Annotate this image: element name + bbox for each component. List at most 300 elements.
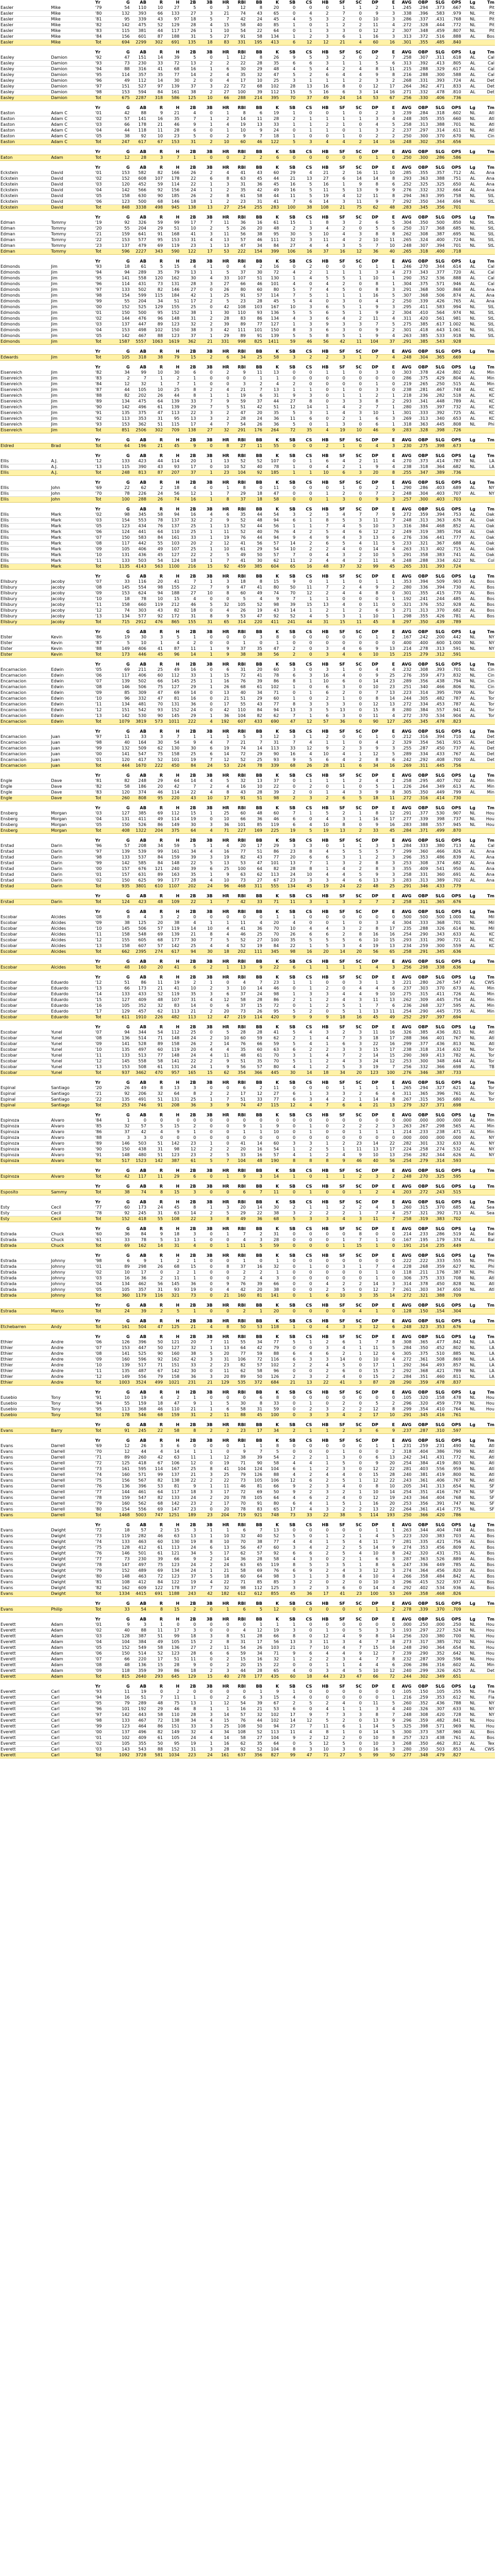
- stat-cell: 52: [230, 943, 247, 949]
- stat-cell: 11: [147, 128, 163, 134]
- stat-cell: .852: [445, 524, 462, 529]
- stat-cell: 22: [279, 943, 296, 949]
- total-cell: 28: [130, 155, 147, 161]
- stat-cell: .272: [395, 512, 412, 518]
- stat-cell: 33: [180, 535, 197, 541]
- stat-cell: 4: [346, 541, 362, 547]
- stat-cell: 42: [246, 405, 263, 410]
- stat-cell: 4: [329, 237, 346, 243]
- stat-cell: .941: [445, 708, 462, 713]
- stat-cell: 506: [130, 926, 147, 932]
- total-cell: .248: [395, 355, 412, 361]
- stat-cell: 17: [230, 78, 247, 84]
- stat-cell: 525: [130, 305, 147, 310]
- column-header: Lg: [469, 105, 476, 110]
- column-header: R: [159, 959, 163, 964]
- total-cell: .345: [412, 205, 429, 211]
- total-cell: 56: [313, 339, 329, 345]
- total-cell: 62: [362, 205, 379, 211]
- player-first-name: Jim: [50, 382, 94, 387]
- stat-cell: '92: [95, 416, 114, 422]
- stat-cell: 77: [147, 1053, 163, 1059]
- stat-cell: 3: [230, 382, 247, 387]
- column-header-row: [0, 894, 495, 899]
- total-cell: 33: [246, 899, 263, 905]
- stat-cell: 553: [130, 518, 147, 524]
- player-first-name: Damion: [50, 61, 94, 67]
- stat-cell: .238: [395, 464, 412, 470]
- stat-cell: 162: [163, 276, 180, 281]
- stat-cell: 10: [147, 5, 163, 11]
- player-first-name: David: [50, 176, 94, 182]
- column-header: CS: [305, 165, 312, 170]
- stat-cell: 7: [196, 757, 213, 763]
- total-cell: 1: [346, 965, 362, 971]
- stat-cell: 102: [263, 84, 280, 90]
- total-cell: [461, 155, 476, 161]
- stat-cell: 14: [147, 78, 163, 84]
- stat-cell: 44: [263, 399, 280, 405]
- total-cell: .248: [395, 139, 412, 145]
- stat-cell: 52: [230, 518, 247, 524]
- stat-cell: 2: [196, 299, 213, 305]
- stat-cell: .408: [428, 757, 445, 763]
- stat-cell: AL: [461, 992, 476, 997]
- stat-cell: 0: [362, 1118, 379, 1124]
- stat-cell: 20: [180, 1047, 197, 1053]
- column-header: G: [126, 259, 130, 264]
- table-row: [0, 920, 495, 926]
- player-first-name: Edwin: [50, 679, 94, 684]
- player-last-name: Ellis: [0, 497, 50, 503]
- stat-cell: 51: [114, 980, 130, 986]
- column-header: HB: [322, 1113, 329, 1117]
- stat-cell: 38: [114, 920, 130, 926]
- stat-cell: Ana: [476, 182, 495, 188]
- player-first-name: Damion: [50, 95, 94, 101]
- table-row: [0, 602, 495, 608]
- stat-cell: .426: [428, 614, 445, 619]
- stat-cell: 0: [213, 640, 230, 646]
- total-cell: [461, 619, 476, 625]
- stat-cell: 4: [379, 316, 395, 322]
- stat-cell: 10: [213, 464, 230, 470]
- stat-cell: 142: [114, 405, 130, 410]
- total-cell: .840: [445, 40, 462, 46]
- table-row: [0, 276, 495, 281]
- stat-cell: 0: [346, 635, 362, 640]
- career-total-row: [0, 205, 495, 211]
- stat-cell: 11: [213, 232, 230, 237]
- stat-cell: 5: [346, 872, 362, 878]
- stat-cell: 3: [279, 1053, 296, 1059]
- column-header: HB: [322, 729, 329, 734]
- stat-cell: 1: [196, 28, 213, 34]
- stat-cell: 1: [362, 1085, 379, 1091]
- column-header: K: [275, 894, 279, 898]
- column-header: H: [175, 50, 180, 55]
- career-total-row: [0, 339, 495, 345]
- stat-cell: .293: [395, 176, 412, 182]
- stat-cell: 8: [246, 579, 263, 585]
- column-header: RBI: [237, 1113, 246, 1117]
- column-header: OPS: [451, 349, 461, 354]
- stat-cell: 1: [279, 992, 296, 997]
- stat-cell: Tor: [476, 713, 495, 719]
- stat-cell: 2: [346, 23, 362, 28]
- stat-cell: 4: [213, 387, 230, 393]
- total-cell: 2: [346, 139, 362, 145]
- stat-cell: .000: [428, 1135, 445, 1141]
- stat-cell: 5: [180, 134, 197, 139]
- stat-cell: 11: [279, 193, 296, 199]
- stat-cell: 3: [329, 328, 346, 333]
- stat-cell: 1: [346, 855, 362, 861]
- player-first-name: Jacoby: [50, 591, 94, 596]
- stat-cell: KC: [476, 410, 495, 416]
- stat-cell: 29: [213, 333, 230, 339]
- stat-cell: 133: [114, 855, 130, 861]
- stat-cell: 21: [163, 111, 180, 116]
- stat-cell: 12: [379, 1059, 395, 1064]
- stat-cell: .354: [412, 740, 429, 746]
- table-row: [0, 287, 495, 293]
- stat-cell: NL: [461, 116, 476, 122]
- stat-cell: .308: [412, 667, 429, 673]
- player-first-name: Yunel: [50, 1030, 94, 1036]
- stat-cell: .298: [395, 614, 412, 619]
- stat-cell: 6: [313, 72, 329, 78]
- stat-cell: 58: [147, 512, 163, 518]
- stat-cell: 36: [263, 422, 280, 428]
- stat-cell: NL: [461, 232, 476, 237]
- column-header: HB: [322, 1080, 329, 1085]
- stat-cell: '00: [95, 866, 114, 872]
- column-header: HR: [222, 806, 229, 810]
- stat-cell: 1: [196, 188, 213, 193]
- table-row: [0, 667, 495, 673]
- stat-cell: 5: [279, 1030, 296, 1036]
- stat-cell: .245: [395, 5, 412, 11]
- stat-cell: 0: [313, 485, 329, 491]
- stat-cell: AL: [461, 608, 476, 614]
- column-header: Yr: [95, 662, 101, 667]
- stat-cell: 59: [230, 399, 247, 405]
- total-cell: 709: [163, 428, 180, 433]
- stat-cell: 5: [180, 55, 197, 61]
- player-last-name: Easley: [0, 67, 50, 72]
- table-row: [0, 128, 495, 134]
- stat-cell: 1: [180, 382, 197, 387]
- stat-cell: 2: [296, 1009, 313, 1015]
- column-header: Lg: [469, 480, 476, 485]
- stat-cell: 2: [379, 128, 395, 134]
- stat-cell: 4: [196, 849, 213, 855]
- spacer-cell: [0, 801, 495, 806]
- stat-cell: 16: [180, 512, 197, 518]
- stat-cell: .331: [412, 938, 429, 943]
- player-last-name: Eckstein: [0, 199, 50, 205]
- stat-cell: 4: [296, 535, 313, 541]
- stat-cell: .348: [412, 28, 429, 34]
- column-header: AVG: [402, 50, 412, 55]
- column-header: SC: [355, 1025, 362, 1029]
- column-header-row: [0, 149, 495, 155]
- stat-cell: 1: [329, 485, 346, 491]
- column-header: K: [275, 838, 279, 843]
- stat-cell: 94: [163, 512, 180, 518]
- column-header: 2B: [190, 662, 196, 667]
- column-header: DP: [371, 1025, 379, 1029]
- stat-cell: .300: [428, 943, 445, 949]
- column-header: OBP: [418, 838, 428, 843]
- total-cell: 6: [263, 155, 280, 161]
- column-header: AVG: [402, 453, 412, 458]
- player-first-name: David: [50, 205, 94, 211]
- stat-cell: 24: [180, 708, 197, 713]
- table-row: [0, 552, 495, 558]
- stat-cell: 19: [263, 111, 280, 116]
- stat-cell: '07: [95, 679, 114, 684]
- stat-cell: 89: [230, 333, 247, 339]
- stat-cell: 32: [230, 778, 247, 784]
- stat-cell: 6: [279, 817, 296, 822]
- player-last-name: Ensberg: [0, 828, 50, 834]
- stat-cell: 0: [279, 370, 296, 376]
- stat-cell: 22: [263, 784, 280, 790]
- stat-cell: 2: [329, 585, 346, 591]
- stat-cell: AL: [461, 382, 476, 387]
- stat-cell: 2: [362, 485, 379, 491]
- stat-cell: 2: [196, 316, 213, 322]
- column-header: OBP: [418, 662, 428, 667]
- stat-cell: 7: [379, 849, 395, 855]
- stat-cell: AL: [461, 1003, 476, 1009]
- total-cell: [476, 95, 495, 101]
- player-last-name: Espinal: [0, 1103, 50, 1108]
- spacer-cell: [0, 161, 495, 166]
- stat-cell: Cin: [476, 684, 495, 690]
- column-header: CS: [305, 215, 312, 220]
- stat-cell: .387: [428, 232, 445, 237]
- stat-cell: 2: [196, 552, 213, 558]
- column-header: E: [392, 0, 395, 5]
- column-header: OPS: [451, 480, 461, 485]
- stat-cell: .284: [395, 843, 412, 849]
- stat-cell: 5: [279, 410, 296, 416]
- total-cell: 16: [296, 249, 313, 255]
- stat-cell: 48: [263, 226, 280, 232]
- stat-cell: 0: [130, 1118, 147, 1124]
- stat-cell: 10: [362, 524, 379, 529]
- column-header: BB: [256, 662, 262, 667]
- stat-cell: .377: [428, 270, 445, 276]
- stat-cell: 19: [213, 855, 230, 861]
- stat-cell: 7: [246, 134, 263, 139]
- stat-cell: 2: [313, 547, 329, 552]
- stat-cell: 0: [313, 980, 329, 986]
- stat-cell: 15: [163, 596, 180, 602]
- stat-cell: .804: [445, 376, 462, 382]
- stat-cell: .264: [395, 84, 412, 90]
- stat-cell: .704: [445, 529, 462, 535]
- column-header: R: [159, 0, 163, 5]
- total-cell: 8: [379, 619, 395, 625]
- stat-cell: 45: [263, 299, 280, 305]
- column-header: G: [126, 975, 130, 980]
- stat-cell: .378: [412, 370, 429, 376]
- total-cell: 7: [213, 899, 230, 905]
- stat-cell: 0: [196, 608, 213, 614]
- stat-cell: 436: [130, 552, 147, 558]
- stat-cell: 86: [246, 316, 263, 322]
- table-row: [0, 1047, 495, 1053]
- stat-cell: 1: [346, 333, 362, 339]
- stat-cell: 3: [379, 861, 395, 866]
- total-cell: 2: [279, 652, 296, 658]
- stat-cell: 14: [147, 55, 163, 61]
- stat-cell: 4: [296, 926, 313, 932]
- stat-cell: Tor: [476, 1091, 495, 1097]
- stat-cell: 26: [213, 684, 230, 690]
- column-header: 2B: [190, 773, 196, 778]
- header-spacer: [0, 105, 50, 111]
- stat-cell: 54: [230, 28, 247, 34]
- player-last-name: Eaton: [0, 155, 50, 161]
- total-cell: Tot: [95, 828, 114, 834]
- stat-cell: StL: [476, 316, 495, 322]
- stat-cell: 5: [362, 61, 379, 67]
- column-header: K: [275, 438, 279, 442]
- stat-cell: 43: [246, 170, 263, 176]
- stat-cell: 20: [180, 541, 197, 547]
- table-row: [0, 405, 495, 410]
- stat-cell: 25: [180, 752, 197, 757]
- stat-cell: AL: [461, 34, 476, 40]
- total-cell: .297: [412, 1015, 429, 1020]
- column-header: OBP: [418, 365, 428, 369]
- stat-cell: 92: [147, 614, 163, 619]
- stat-cell: 4: [296, 752, 313, 757]
- spacer-cell: [0, 658, 495, 662]
- stat-cell: 3: [313, 646, 329, 652]
- stat-cell: 157: [114, 866, 130, 872]
- player-first-name: Tommy: [50, 243, 94, 249]
- stat-cell: 70: [263, 926, 280, 932]
- stat-cell: 0: [346, 1135, 362, 1141]
- stat-cell: 137: [163, 518, 180, 524]
- stat-cell: .353: [395, 579, 412, 585]
- total-cell: [461, 249, 476, 255]
- stat-cell: 1: [196, 116, 213, 122]
- total-cell: .398: [428, 428, 445, 433]
- stat-cell: 114: [163, 459, 180, 464]
- stat-cell: 135: [114, 1047, 130, 1053]
- stat-cell: 19: [230, 122, 247, 128]
- stat-cell: 93: [246, 310, 263, 316]
- stat-cell: 22: [180, 552, 197, 558]
- player-first-name: Adam C: [50, 128, 94, 134]
- total-cell: 24: [329, 95, 346, 101]
- total-cell: 104: [362, 339, 379, 345]
- stat-cell: 5: [213, 226, 230, 232]
- stat-cell: 37: [230, 646, 247, 652]
- stat-cell: 17: [379, 1147, 395, 1153]
- table-row: [0, 684, 495, 690]
- player-first-name: Jim: [50, 393, 94, 399]
- stat-cell: 6: [346, 529, 362, 535]
- player-last-name: Ellsbury: [0, 591, 50, 596]
- player-first-name: Darin: [50, 899, 94, 905]
- column-header: K: [275, 480, 279, 485]
- stat-cell: 7: [279, 740, 296, 746]
- stat-cell: 39: [213, 322, 230, 328]
- stat-cell: 86: [130, 980, 147, 986]
- stat-cell: 8: [362, 232, 379, 237]
- total-cell: 16: [296, 564, 313, 570]
- total-cell: 10: [362, 652, 379, 658]
- stat-cell: '10: [95, 696, 114, 702]
- stat-cell: 92: [147, 188, 163, 193]
- stat-cell: 14: [279, 608, 296, 614]
- stat-cell: 44: [114, 128, 130, 134]
- player-first-name: Jim: [50, 316, 94, 322]
- stat-cell: 80: [263, 287, 280, 293]
- stat-cell: 12: [213, 541, 230, 547]
- player-first-name: Santiago: [50, 1097, 94, 1103]
- stat-cell: AL: [461, 708, 476, 713]
- total-cell: .276: [395, 1070, 412, 1076]
- stat-cell: 4: [346, 72, 362, 78]
- total-cell: [476, 619, 495, 625]
- player-last-name: Escobar: [0, 1059, 50, 1064]
- stat-cell: 2: [163, 376, 180, 382]
- stat-cell: 0: [230, 376, 247, 382]
- stat-cell: 177: [163, 878, 180, 884]
- player-first-name: Mark: [50, 547, 94, 552]
- stat-cell: 28: [180, 878, 197, 884]
- total-cell: 17: [196, 249, 213, 255]
- stat-cell: KC: [476, 932, 495, 938]
- stat-cell: 0: [346, 55, 362, 61]
- stat-cell: AL: [461, 790, 476, 796]
- column-header: CS: [305, 629, 312, 634]
- stat-cell: 5: [329, 1064, 346, 1070]
- stat-cell: 1: [196, 122, 213, 128]
- stat-cell: 1: [196, 673, 213, 679]
- stat-cell: 4: [213, 843, 230, 849]
- stat-cell: 0: [213, 1118, 230, 1124]
- total-cell: .300: [412, 497, 429, 503]
- total-cell: 248: [114, 470, 130, 476]
- player-last-name: Ellsbury: [0, 602, 50, 608]
- column-header: CS: [305, 975, 312, 980]
- stat-cell: 1: [196, 920, 213, 926]
- column-header: OBP: [418, 50, 428, 55]
- stat-cell: .994: [445, 305, 462, 310]
- player-last-name: Easton: [0, 134, 50, 139]
- stat-cell: 9: [362, 822, 379, 828]
- stat-cell: 0: [279, 459, 296, 464]
- stat-cell: Min: [476, 986, 495, 992]
- stat-cell: .789: [445, 399, 462, 405]
- stat-cell: .424: [428, 370, 445, 376]
- stat-cell: 99: [163, 220, 180, 226]
- total-cell: 27: [196, 428, 213, 433]
- player-last-name: Ensberg: [0, 811, 50, 817]
- stat-cell: 211: [130, 667, 147, 673]
- stat-cell: 2: [329, 1097, 346, 1103]
